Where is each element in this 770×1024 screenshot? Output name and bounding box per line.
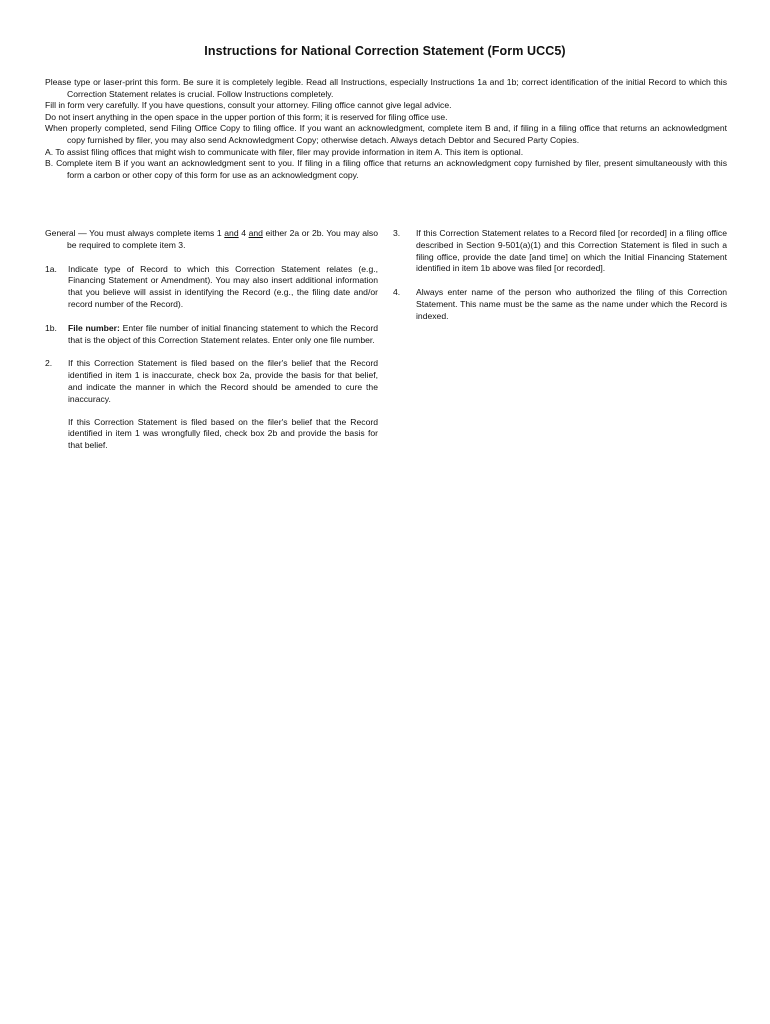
item-number: 4. (393, 287, 401, 298)
item-text: Enter file number of initial financing statement to which the Record that is the object of this Correction Statement relates. Enter only one file number. (68, 322, 378, 345)
item-number: 3. (393, 228, 401, 238)
general-instruction (45, 228, 378, 252)
instruction-item-1b (45, 323, 378, 347)
instruction-item-1a (45, 264, 378, 311)
general-and-underlined: and (248, 228, 263, 238)
intro-paragraph: When properly completed, send Filing Office Copy to filing office. If you want an acknowledgment, complete item B and, if filing in a filing office that returns an acknowledgment copy furnished by filer, you may also send Acknowledgment Copy; otherwise detach. Always detach Debtor and Secured Party Copies. (45, 123, 727, 145)
intro-instructions (45, 77, 727, 181)
item-text: If this Correction Statement relates to a Record filed [or recorded] in a filing office described in Section 9-501(a)(1) and this Correction Statement is filed in such a filing office, provide the date [and time] on which the Initial Financing Statement identified in item 1b above was filed [or recorded]. (416, 228, 727, 274)
instruction-item-2 (45, 358, 378, 452)
item-number: 1b. (45, 322, 57, 333)
instruction-item-4 (393, 287, 727, 322)
file-number-label: File number: (68, 322, 120, 333)
intro-paragraph: A. To assist filing offices that might wish to communicate with filer, filer may provide information in item A. This item is optional. (45, 146, 524, 157)
intro-paragraph: Do not insert anything in the open space in the upper portion of this form; it is reserved for filing office use. (45, 111, 448, 122)
item-text-2a: If this Correction Statement is filed based on the filer's belief that the Record identified in item 1 is inaccurate, check box 2a, provide the basis for that belief, and indicate the manner in which the Record should be amended to cure the inaccuracy. (68, 358, 378, 404)
right-column (393, 228, 727, 335)
instruction-item-3 (393, 228, 727, 275)
left-column (45, 228, 378, 464)
page-title: Instructions for National Correction Statement (Form UCC5) (204, 44, 566, 58)
intro-paragraph: Please type or laser-print this form. Be sure it is completely legible. Read all Instructions, especially Instructions 1a and 1b; correct identification of the initial Record to which this Correction Statement relates is crucial. Follow Instructions completely. (45, 77, 727, 99)
general-text: either 2a or 2b. You may also be required to complete item 3. (67, 228, 379, 250)
item-text: Always enter name of the person who authorized the filing of this Correction Statement. This name must be the same as the name under which the Record is indexed. (416, 287, 727, 321)
item-text: Indicate type of Record to which this Correction Statement relates (e.g., Financing Statement or Amendment). You may also insert additional information that you believe will assist in identifying the Record (e.g., the filing date and/or record number of the Record). (68, 263, 378, 309)
general-text: 4 (238, 228, 249, 238)
general-and-underlined: and (224, 228, 239, 238)
intro-paragraph: Fill in form very carefully. If you have questions, consult your attorney. Filing office cannot give legal advice. (45, 100, 452, 111)
general-text: General — You must always complete items 1 (45, 228, 225, 238)
item-number: 2. (45, 358, 53, 369)
item-number: 1a. (45, 263, 57, 274)
item-text-2b: If this Correction Statement is filed based on the filer's belief that the Record identified in item 1 was wrongfully filed, check box 2b and provide the basis for that belief. (68, 416, 378, 451)
intro-paragraph: B. Complete item B if you want an acknowledgment sent to you. If filing in a filing office that returns an acknowledgment copy furnished by filer, present simultaneously with this form a carbon or other copy of this form for use as an acknowledgment copy. (45, 158, 727, 180)
